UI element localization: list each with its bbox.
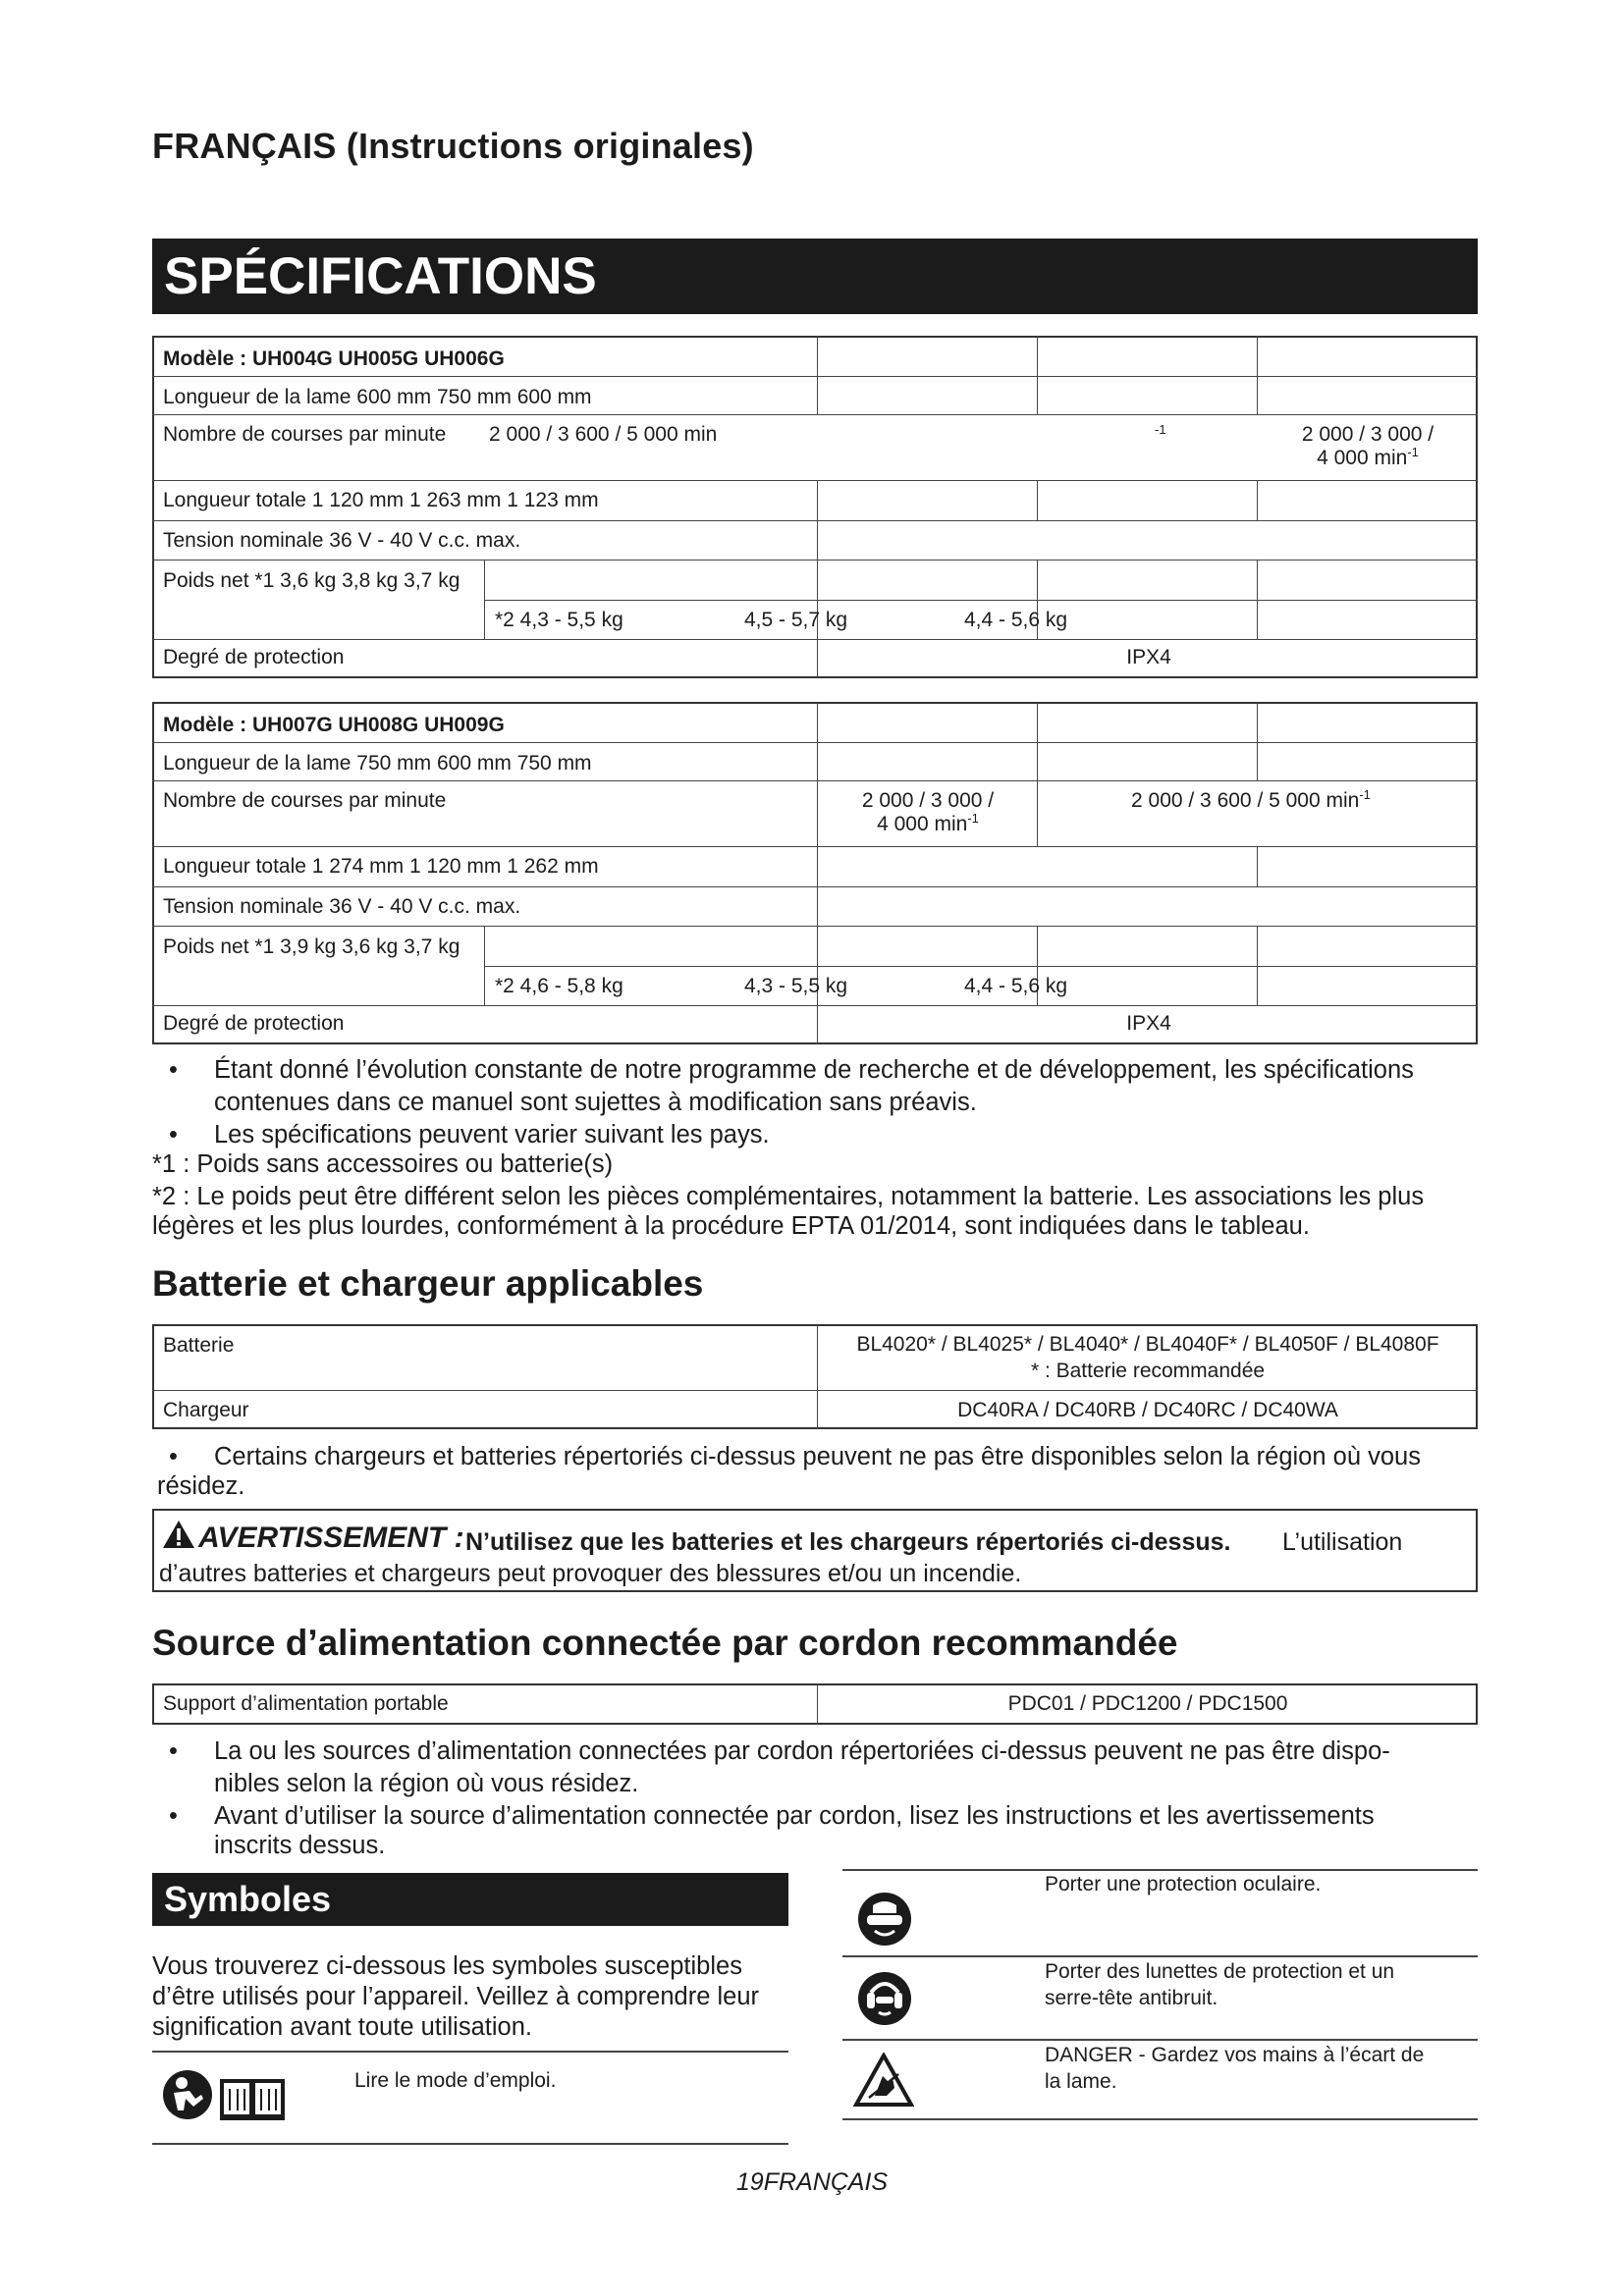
eye-protection-icon xyxy=(857,1892,912,1947)
table2-weight1: Poids net *1 3,9 kg 3,6 kg 3,7 kg xyxy=(163,935,460,958)
power-label: Support d’alimentation portable xyxy=(163,1692,449,1715)
battery-section-title: Batterie et chargeur applicables xyxy=(152,1263,704,1304)
table1-weight2-b: 4,5 - 5,7 kg xyxy=(744,609,848,631)
warning-title: AVERTISSEMENT : xyxy=(198,1522,464,1554)
danger-text-line2: la lame. xyxy=(1045,2070,1117,2093)
table1-strokes-col4-line1: 2 000 / 3 000 / xyxy=(1301,423,1435,446)
read-manual-person-icon xyxy=(162,2069,213,2120)
table1-model: Modèle : UH004G UH005G UH006G xyxy=(163,347,505,370)
warning-bold-text: N’utilisez que les batteries et les chargeurs répertoriés ci-dessus. xyxy=(465,1528,1231,1556)
table2-protection-label: Degré de protection xyxy=(163,1012,345,1035)
table2-blade-length: Longueur de la lame 750 mm 600 mm 750 mm xyxy=(163,752,592,774)
warning-rest-1: L’utilisation xyxy=(1282,1528,1403,1556)
table2-strokes-col2-line2: 4 000 min xyxy=(877,813,968,835)
warning-rest-2: d’autres batteries et chargeurs peut provoquer des blessures et/ou un incendie. xyxy=(159,1560,1022,1587)
battery-value: BL4020* / BL4025* / BL4040* / BL4040F* / BL4050F / BL4080F xyxy=(856,1333,1439,1356)
table1-strokes-sup: -1 xyxy=(1155,422,1166,437)
bullet-dot: • xyxy=(169,1737,178,1765)
power-note-1-line1: La ou les sources d’alimentation connectées par cordon répertoriées ci-dessus peuvent ne pas être dispo- xyxy=(214,1737,1390,1765)
symbols-heading: Symboles xyxy=(152,1873,788,1926)
specifications-heading: SPÉCIFICATIONS xyxy=(152,239,1478,314)
table2-weight2-a: *2 4,6 - 5,8 kg xyxy=(495,975,623,997)
ear-eye-text-line1: Porter des lunettes de protection et un xyxy=(1045,1960,1395,1983)
table1-strokes-value: 2 000 / 3 600 / 5 000 min xyxy=(489,423,718,446)
battery-note-line2: résidez. xyxy=(157,1472,245,1500)
table1-strokes-col4-sup: -1 xyxy=(1407,445,1419,459)
table1-strokes-col4 xyxy=(1259,423,1477,470)
table2-model: Modèle : UH007G UH008G UH009G xyxy=(163,714,505,736)
spec-note-2: Les spécifications peuvent varier suivant les pays. xyxy=(214,1121,770,1148)
power-section-title: Source d’alimentation connectée par cordon recommandée xyxy=(152,1623,1178,1663)
table1-voltage: Tension nominale 36 V - 40 V c.c. max. xyxy=(163,529,521,552)
open-book-icon xyxy=(218,2075,287,2120)
table1-weight2-c: 4,4 - 5,6 kg xyxy=(964,609,1068,631)
danger-text-line1: DANGER - Gardez vos mains à l’écart de xyxy=(1045,2044,1425,2066)
symbols-intro-line2: d’être utilisés pour l’appareil. Veillez à comprendre leur xyxy=(152,1983,759,2010)
power-note-1-line2: nibles selon la région où vous résidez. xyxy=(214,1770,639,1797)
table2-strokes-col2-sup: -1 xyxy=(967,811,979,826)
power-note-2-line2: inscrits dessus. xyxy=(214,1832,386,1859)
table1-protection-value: IPX4 xyxy=(1126,646,1171,668)
bullet-dot: • xyxy=(169,1056,178,1084)
ear-eye-text-line2: serre-tête antibruit. xyxy=(1045,1987,1218,2009)
table1-strokes-label: Nombre de courses par minute xyxy=(163,423,447,446)
table2-strokes-col3-value: 2 000 / 3 600 / 5 000 min xyxy=(1131,789,1360,812)
table2-total-length: Longueur totale 1 274 mm 1 120 mm 1 262 mm xyxy=(163,855,599,878)
bullet-dot: • xyxy=(169,1802,178,1830)
table1-strokes-col4-line2: 4 000 min xyxy=(1317,447,1408,469)
power-value: PDC01 / PDC1200 / PDC1500 xyxy=(1007,1692,1288,1715)
table2-strokes-col3-sup: -1 xyxy=(1359,787,1371,802)
page-footer: 19FRANÇAIS xyxy=(735,2168,889,2196)
table2-weight2-b: 4,3 - 5,5 kg xyxy=(744,975,848,997)
ear-eye-protection-icon xyxy=(857,1971,912,2026)
danger-hand-blade-icon xyxy=(853,2053,914,2108)
eye-protection-text: Porter une protection oculaire. xyxy=(1045,1873,1322,1896)
power-note-2-line1: Avant d’utiliser la source d’alimentation connectée par cordon, lisez les instructions et les avertissements xyxy=(214,1802,1375,1830)
read-manual-text: Lire le mode d’emploi. xyxy=(354,2069,557,2092)
footnote-1: *1 : Poids sans accessoires ou batterie(s) xyxy=(152,1150,614,1178)
table2-strokes-col2-line1: 2 000 / 3 000 / xyxy=(861,789,995,812)
table1-total-length: Longueur totale 1 120 mm 1 263 mm 1 123 mm xyxy=(163,489,599,511)
table1-weight2-a: *2 4,3 - 5,5 kg xyxy=(495,609,623,631)
spec-note-1-line1: Étant donné l’évolution constante de notre programme de recherche et de développement, les spécifications xyxy=(214,1056,1414,1084)
battery-label: Batterie xyxy=(163,1334,235,1357)
charger-label: Chargeur xyxy=(163,1399,249,1421)
symbols-intro-line1: Vous trouverez ci-dessous les symboles susceptibles xyxy=(152,1952,742,1980)
table2-strokes-col3 xyxy=(1131,789,1371,813)
table1-protection-label: Degré de protection xyxy=(163,646,345,668)
battery-note-line1: Certains chargeurs et batteries répertoriés ci-dessus peuvent ne pas être disponibles selon la région où vous xyxy=(214,1443,1421,1470)
footnote-2-line1: *2 : Le poids peut être différent selon les pièces complémentaires, notamment la batterie. Les associations les plus xyxy=(152,1183,1425,1210)
warning-triangle-icon xyxy=(162,1520,195,1549)
table2-strokes-label: Nombre de courses par minute xyxy=(163,789,447,812)
table2-weight2-c: 4,4 - 5,6 kg xyxy=(964,975,1068,997)
bullet-dot: • xyxy=(169,1121,178,1148)
language-title: FRANÇAIS (Instructions originales) xyxy=(152,126,754,166)
table2-strokes-col2 xyxy=(819,789,1037,836)
symbols-intro-line3: signification avant toute utilisation. xyxy=(152,2013,532,2041)
footnote-2-line2: légères et les plus lourdes, conformément à la procédure EPTA 01/2014, sont indiquées dans le tableau. xyxy=(152,1212,1310,1240)
spec-note-1-line2: contenues dans ce manuel sont sujettes à modification sans préavis. xyxy=(214,1089,977,1116)
table1-blade-length: Longueur de la lame 600 mm 750 mm 600 mm xyxy=(163,386,592,408)
battery-note: * : Batterie recommandée xyxy=(1030,1360,1266,1382)
charger-value: DC40RA / DC40RB / DC40RC / DC40WA xyxy=(957,1399,1338,1421)
table1-weight1: Poids net *1 3,6 kg 3,8 kg 3,7 kg xyxy=(163,569,460,592)
table2-voltage: Tension nominale 36 V - 40 V c.c. max. xyxy=(163,895,521,918)
bullet-dot: • xyxy=(169,1443,178,1470)
table2-protection-value: IPX4 xyxy=(1126,1012,1171,1035)
